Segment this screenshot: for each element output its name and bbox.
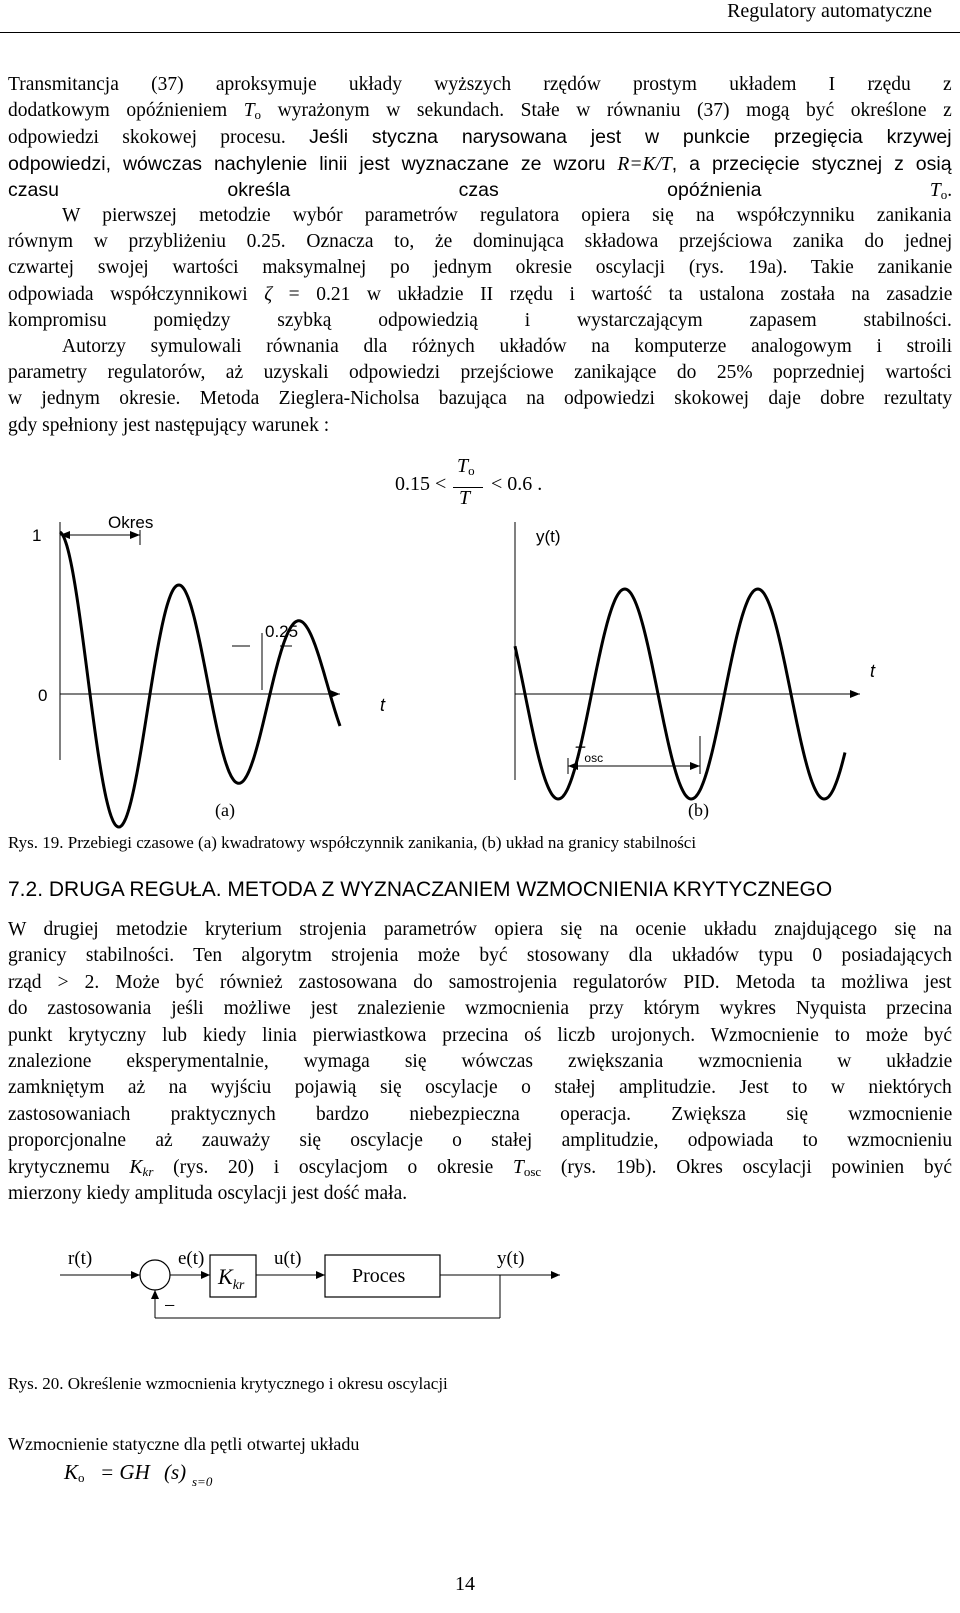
text-segment: T [243,100,255,122]
fig19a-period-arrow-right [130,531,140,539]
text-segment: mierzony kiedy amplituda oscylacji jest dość mała. [8,1183,408,1204]
summing-junction [140,1260,170,1290]
text-line [8,282,952,308]
text-line [8,308,952,334]
fig19a-label-one: 1 [32,526,42,545]
text-line [8,229,952,255]
feedback-arrow [151,1290,159,1299]
page-number: 14 [455,1573,475,1595]
text-segment: dodatkowym opóźnieniem [8,100,244,122]
label-u: u(t) [274,1248,302,1269]
text-segment: . [947,179,953,201]
text-segment: kompromisu pomiędzy szybką odpowiedzią i wystarczającym zapasem stabilności. [8,309,952,331]
text-line [8,970,952,996]
text-segment: do zastosowania jeśli możliwe jest znalezienie wzmocnienia przy którym wykres Nyquista przecina [8,998,953,1020]
label-e: e(t) [178,1248,205,1269]
text-line [8,943,952,969]
text-segment: ζ [264,283,273,305]
text-segment: Autorzy symulowali równania dla różnych układów na komputerze analogowym i stroili [62,336,953,357]
fig19b-label-y: y(t) [536,527,561,546]
text-line [8,1181,407,1207]
open-loop-gain-text: Wzmocnienie statyczne dla pętli otwartej układu [8,1434,360,1454]
figure-19 [0,500,960,830]
text-segment: Jeśli styczna narysowana jest w punkcie przegięcia krzywej [309,126,952,149]
fig19a-label-period: Okres [108,513,154,532]
text-line [8,413,329,439]
signal-y-arrow [551,1271,560,1279]
fig19a-plot [32,513,386,827]
text-line [8,1102,952,1128]
fig19b-label-tosc: $T_{osc}$ [574,743,604,765]
text-segment: krytycznemu [8,1156,130,1178]
text-segment: granicy stabilności. Ten algorytm strojenia może być stosowany dla układów typu 0 posiadających [8,945,952,967]
figure-20-block-diagram [0,1230,960,1340]
label-minus: − [164,1295,176,1317]
text-line [8,255,952,281]
text-segment: (rys. 19b). Okres oscylacji powinien być [541,1156,953,1178]
text-line [8,124,952,151]
text-segment: czasu określa czas opóźnienia [8,178,930,201]
label-r: r(t) [68,1248,93,1269]
text-segment: T [929,179,941,201]
text-segment: R=K/T [617,153,672,175]
text-segment: odpowiedzi skokowej procesu. [8,127,310,149]
text-segment: , a przecięcie stycznej z osią [671,152,952,175]
text-segment: o [940,186,948,202]
text-segment: o [254,107,262,123]
text-segment: W pierwszej metodzie wybór parametrów regulatora opiera się na współczynniku zanikania [62,205,952,226]
label-process: Proces [352,1265,406,1287]
fig19b-plot [515,522,876,799]
text-segment: K [129,1156,143,1178]
signal-e-arrow [201,1271,210,1279]
figure-19-caption: Rys. 19. Przebiegi czasowe (a) kwadratowy współczynnik zanikania, (b) układ na granicy stabilności [8,833,697,852]
static-gain-formula [64,1460,284,1500]
text-segment: odpowiada współczynnikowi [8,283,265,305]
text-segment: W drugiej metodzie kryterium strojenia parametrów opiera się na ocenie układu znajdującego się na [8,919,952,940]
text-segment: gdy spełniony jest następujący warunek : [8,414,330,436]
formula-numerator: $T_o$ [457,455,475,478]
text-segment: parametry regulatorów, aż uzyskali odpowiedzi przejściowe zanikające do 25% poprzedniej wartości [8,362,952,384]
text-segment: w jednym okresie. Metoda Zieglera-Nicholsa bazująca na odpowiedzi skokowej daje dobre rezultaty [8,388,953,410]
formula2-lhs: $K_o$ [64,1460,85,1485]
text-line [8,1049,952,1075]
fig19a-damped-curve [60,532,340,827]
label-y: y(t) [497,1248,525,1269]
text-line [8,360,952,386]
text-line [62,334,952,360]
text-segment: czwartej swojej wartości maksymalnej po jednym okresie oscylacji (rys. 19a). Takie zanikanie [8,257,953,279]
header-rule [0,32,960,33]
text-segment: T [513,1156,524,1178]
page-header [0,0,960,34]
text-segment: odpowiedzi, wówczas nachylenie linii jest wyznaczane ze wzoru [8,152,618,175]
text-segment: = 0.21 w układzie II rzędu i wartość ta ustalona została na zasadzie [272,283,953,305]
text-line [62,203,952,229]
text-line [8,151,952,178]
formula-left: 0.15 < [395,473,447,495]
text-segment: równym w przybliżeniu 0.25. Oznacza to, że dominująca składowa przejściowa zanika do jednej [8,231,953,253]
fig19a-label-t: t [380,695,386,715]
fig19a-label-zero: 0 [38,686,48,705]
fig19a-label-ratio: 0.25 [265,622,299,641]
signal-u-arrow [316,1271,325,1279]
text-segment: osc [523,1163,542,1179]
text-line [8,1128,952,1154]
text-line [8,917,952,943]
fig19b-sublabel: (b) [688,800,709,820]
text-segment: punkt krytyczny lub kiedy linia pierwiastkowa przecina oś liczb urojonych. Wzmocnienie to może być [8,1024,953,1046]
section-heading: 7.2. DRUGA REGUŁA. METODA Z WYZNACZANIEM WZMOCNIENIA KRYTYCZNEGO [8,878,833,901]
text-segment: wyrażonym w sekundach. Stałe w równaniu (37) mogą być określone z [261,100,952,122]
formula2-arg: (s) [164,1460,187,1484]
text-segment: Transmitancja (37) aproksymuje układy wyższych rzędów prostym układem I rzędu z [8,74,952,95]
fig19b-label-t: t [870,661,876,681]
label-gain: $K_{kr}$ [218,1264,245,1293]
figure-20-caption: Rys. 20. Określenie wzmocnienia krytycznego i okresu oscylacji [8,1374,448,1393]
formula2-cond: s=0 [192,1474,213,1489]
text-segment: proporcjonalne aż zauważy się oscylacje o stałej amplitudzie, odpowiada to wzmocnieniu [8,1130,953,1152]
text-segment: rząd > 2. Może być również zastosowana do samostrojenia regulatorów PID. Metoda ta możliwa jest [8,971,952,993]
text-line [8,72,952,98]
text-segment: kr [142,1163,154,1179]
text-line [8,1075,952,1101]
text-line [8,386,952,412]
text-segment: zamkniętym aż na wyjściu pojawią się oscylacje o stałej amplitudzie. Jest to w niektórych [8,1077,952,1099]
text-line [8,1023,952,1049]
formula-right: < 0.6 . [491,473,543,495]
fig19b-tosc-arrow-right [690,762,700,770]
fig19a-sublabel: (a) [215,800,235,820]
text-segment: zastosowaniach praktycznych bardzo niebezpieczna operacja. Zwiększa się wzmocnienie [8,1103,953,1125]
fig19b-axis-arrow [850,690,860,698]
text-segment: znalezione eksperymentalnie, wymaga się wówczas zwiększania wzmocnienia w układzie [8,1051,953,1072]
text-segment: (rys. 20) i oscylacjom o okresie [153,1156,513,1178]
fig19b-tosc-arrow-left [568,762,578,770]
formula-denominator: T [459,487,471,509]
running-title: Regulatory automatyczne [727,0,932,22]
signal-r-arrow [131,1271,140,1279]
text-line [8,996,952,1022]
formula2-eq: = GH [100,1460,150,1484]
